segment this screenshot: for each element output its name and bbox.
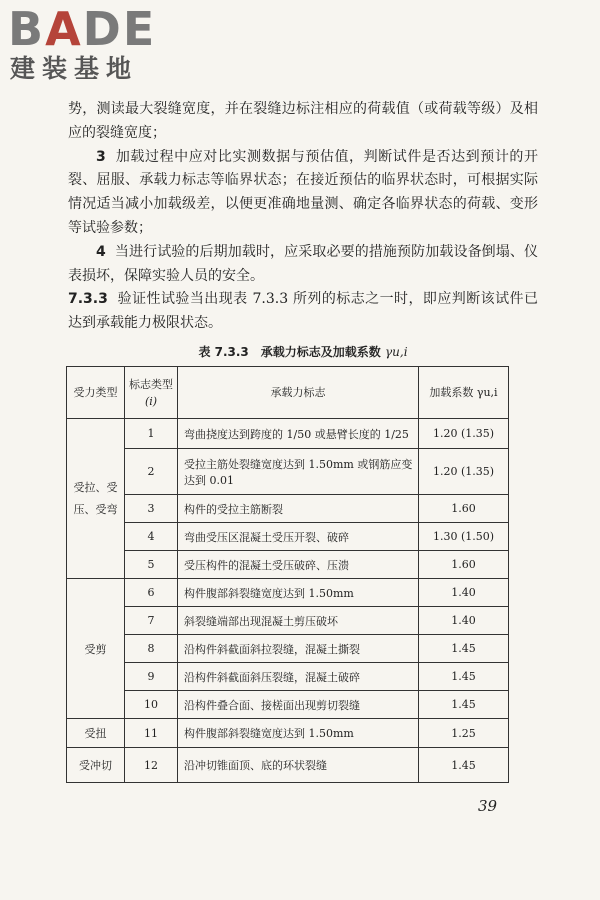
clause-text: 验证性试验当出现表 7.3.3 所列的标志之一时，即应判断该试件已达到承载能力极限状态。 bbox=[68, 291, 538, 332]
table-row bbox=[67, 449, 509, 495]
cell-mark-desc: 沿构件斜截面斜压裂缝，混凝土破碎 bbox=[178, 663, 419, 691]
caption-text: 表 7.3.3 承载力标志及加载系数 bbox=[198, 345, 381, 359]
body-text bbox=[68, 98, 538, 336]
cell-load-factor: 1.45 bbox=[419, 748, 509, 783]
logo-accent-letter: A bbox=[45, 2, 83, 56]
cell-mark-no: 4 bbox=[125, 523, 178, 551]
cell-mark-desc: 沿构件叠合面、接槎面出现剪切裂缝 bbox=[178, 691, 419, 719]
table-row bbox=[67, 495, 509, 523]
cell-load-type: 受扭 bbox=[67, 719, 125, 748]
cell-mark-no: 9 bbox=[125, 663, 178, 691]
item-text: 当进行试验的后期加载时，应采取必要的措施预防加载设备倒塌、仪表损坏，保障实验人员的安全。 bbox=[68, 243, 539, 284]
item-text: 加载过程中应对比实测数据与预估值，判断试件是否达到预计的开裂、屈服、承载力标志等临界状态；在接近预估的临界状态时，可根据实际情况适当减小加载级差，以便更准确地量测、确定各临界状态的荷载、变形等试验参数； bbox=[68, 148, 538, 236]
cell-mark-no: 12 bbox=[125, 748, 178, 783]
cell-mark-desc: 斜裂缝端部出现混凝土剪压破坏 bbox=[178, 607, 419, 635]
header-mark-no-text: 标志类型 bbox=[129, 377, 173, 391]
table-row bbox=[67, 579, 509, 607]
table-row bbox=[67, 663, 509, 691]
header-factor: 加载系数 γu,i bbox=[419, 367, 509, 419]
cell-mark-no: 8 bbox=[125, 635, 178, 663]
cell-mark-no: 6 bbox=[125, 579, 178, 607]
caption-symbol: γu,i bbox=[384, 345, 408, 359]
header-mark-no bbox=[125, 367, 178, 419]
table-caption bbox=[68, 343, 538, 360]
cell-mark-desc: 构件腹部斜裂缝宽度达到 1.50mm bbox=[178, 719, 419, 748]
item-number: 3 bbox=[96, 148, 106, 165]
cell-mark-desc: 构件的受拉主筋断裂 bbox=[178, 495, 419, 523]
cell-load-factor: 1.40 bbox=[419, 579, 509, 607]
cell-mark-desc: 沿构件斜截面斜拉裂缝，混凝土撕裂 bbox=[178, 635, 419, 663]
table-row bbox=[67, 719, 509, 748]
page-number: 39 bbox=[478, 797, 498, 815]
cell-load-type: 受剪 bbox=[67, 579, 125, 719]
table-row bbox=[67, 607, 509, 635]
cell-load-factor: 1.60 bbox=[419, 551, 509, 579]
cell-load-factor: 1.60 bbox=[419, 495, 509, 523]
cell-load-factor: 1.25 bbox=[419, 719, 509, 748]
cell-mark-no: 7 bbox=[125, 607, 178, 635]
cell-mark-desc: 弯曲挠度达到跨度的 1/50 或悬臂长度的 1/25 bbox=[178, 419, 419, 449]
table-header-row bbox=[67, 367, 509, 419]
cell-mark-no: 11 bbox=[125, 719, 178, 748]
cell-load-factor: 1.45 bbox=[419, 663, 509, 691]
cell-mark-desc: 受压构件的混凝土受压破碎、压溃 bbox=[178, 551, 419, 579]
table-row bbox=[67, 691, 509, 719]
cell-load-type: 受拉、受压、受弯 bbox=[67, 419, 125, 579]
cell-mark-no: 10 bbox=[125, 691, 178, 719]
header-type: 受力类型 bbox=[67, 367, 125, 419]
cell-mark-desc: 受拉主筋处裂缝宽度达到 1.50mm 或钢筋应变达到 0.01 bbox=[178, 449, 419, 495]
table-row bbox=[67, 551, 509, 579]
clause-number: 7.3.3 bbox=[68, 291, 108, 308]
logo-brand: BADE bbox=[8, 2, 157, 56]
paragraph-item-3 bbox=[68, 146, 538, 241]
logo-subtitle: 建装基地 bbox=[10, 54, 139, 83]
header-mark: 承载力标志 bbox=[178, 367, 419, 419]
cell-load-factor: 1.30 (1.50) bbox=[419, 523, 509, 551]
clause-7-3-3 bbox=[68, 288, 538, 336]
cell-load-factor: 1.45 bbox=[419, 635, 509, 663]
cell-mark-no: 2 bbox=[125, 449, 178, 495]
logo bbox=[8, 4, 188, 84]
table-row bbox=[67, 748, 509, 783]
table-row bbox=[67, 635, 509, 663]
paragraph-item-4 bbox=[68, 241, 538, 289]
cell-load-factor: 1.20 (1.35) bbox=[419, 419, 509, 449]
cell-load-type: 受冲切 bbox=[67, 748, 125, 783]
cell-mark-no: 5 bbox=[125, 551, 178, 579]
cell-mark-desc: 构件腹部斜裂缝宽度达到 1.50mm bbox=[178, 579, 419, 607]
cell-load-factor: 1.20 (1.35) bbox=[419, 449, 509, 495]
cell-mark-no: 3 bbox=[125, 495, 178, 523]
header-mark-no-sub: (i) bbox=[144, 394, 158, 408]
cell-mark-desc: 沿冲切锥面顶、底的环状裂缝 bbox=[178, 748, 419, 783]
cell-mark-no: 1 bbox=[125, 419, 178, 449]
cell-load-factor: 1.45 bbox=[419, 691, 509, 719]
load-factor-table bbox=[66, 366, 509, 783]
cell-mark-desc: 弯曲受压区混凝土受压开裂、破碎 bbox=[178, 523, 419, 551]
table-row bbox=[67, 419, 509, 449]
item-number: 4 bbox=[96, 243, 106, 260]
paragraph-continuation: 势，测读最大裂缝宽度，并在裂缝边标注相应的荷载值（或荷载等级）及相应的裂缝宽度； bbox=[68, 101, 538, 141]
table-row bbox=[67, 523, 509, 551]
cell-load-factor: 1.40 bbox=[419, 607, 509, 635]
